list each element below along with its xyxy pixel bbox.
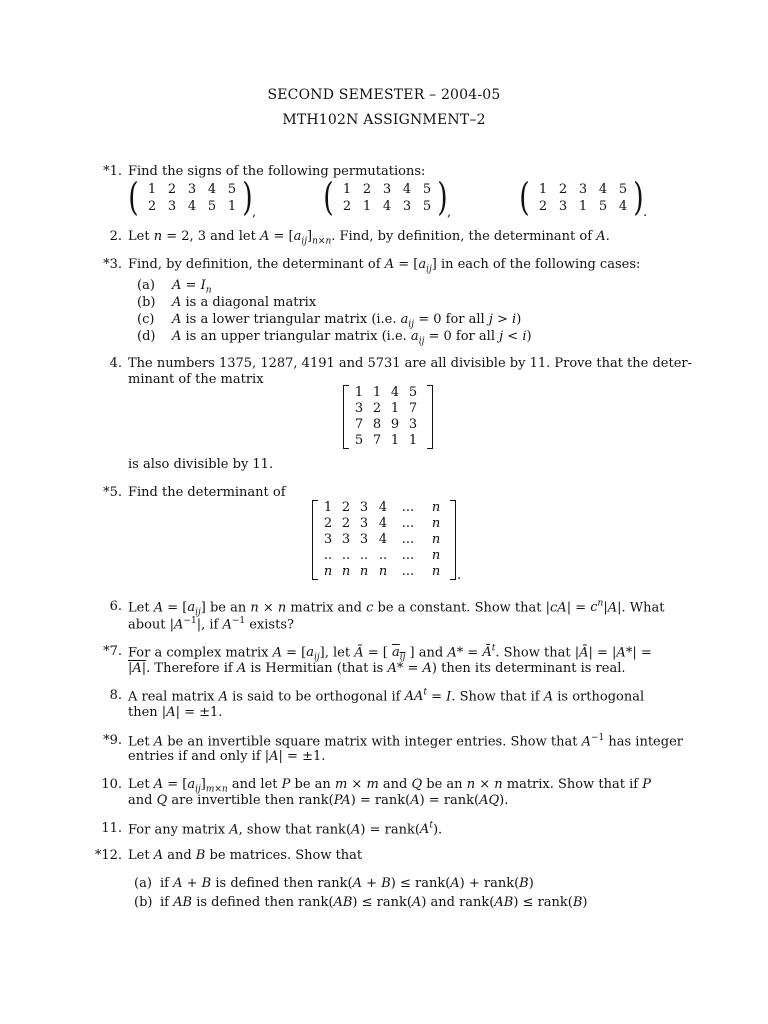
permutation-punct: , [252,205,257,220]
permutation-entry: 5 [598,199,608,214]
matrix-entry: n [378,564,388,579]
matrix-entry: n [431,532,441,547]
matrix-entry: 1 [408,433,418,448]
assignment-title: MTH102N ASSIGNMENT–2 [282,112,486,128]
matrix-entry: 4 [390,385,400,400]
matrix-entry: 2 [341,500,351,515]
matrix-entry: n [431,548,441,563]
part-a-text: if A + B is defined then rank(A + B) ≤ rank(A) + rank(B) [160,876,534,891]
permutation-entry: 5 [422,182,432,197]
matrix-entry: 5 [354,433,364,448]
part-a-label: (a) [134,876,152,891]
permutation-entry: 2 [362,182,372,197]
matrix-entry: 1 [390,433,400,448]
matrix-entry: 3 [323,532,333,547]
permutation-2 [323,175,453,220]
question-number-3: *3. [103,257,122,272]
case-a-text: $A = I_n$ [172,278,212,296]
question-number-6: 6. [109,599,122,614]
matrix-entry: .. [341,548,351,563]
permutation-entry: 5 [227,182,237,197]
question-number-10: 10. [101,777,122,792]
question-1-text: Find the signs of the following permutations: [128,164,426,179]
question-7-line2: |A|. Therefore if A is Hermitian (that is A* = A) then its determinant is real. [128,661,626,676]
matrix-entry: 1 [390,401,400,416]
matrix-entry: 5 [408,385,418,400]
case-b-label: (b) [137,295,156,310]
matrix-4x4 [343,385,433,449]
case-d-label: (d) [137,329,156,344]
permutation-entry: 3 [558,199,568,214]
permutation-bottom-row [533,198,633,215]
matrix-row [313,548,455,564]
question-4-line1: The numbers 1375, 1287, 4191 and 5731 are all divisible by 11. Prove that the deter- [128,356,693,371]
question-7-line1: For a complex matrix $A = [a_{ij}]$, let Ā = [ $a_{ij}$ ] and $A* = Ā^t$. Show that |Ā| = |A*| = [128,644,652,663]
question-number-7: *7. [103,644,122,659]
matrix-entry: 2 [372,401,382,416]
right-paren: ) [633,175,644,219]
permutation-entry: 4 [618,199,628,214]
matrix-entry: 3 [359,532,369,547]
left-paren: ( [128,175,139,219]
matrix-entry: 7 [372,433,382,448]
matrix-nxn [312,500,456,580]
matrix-entry: 1 [323,500,333,515]
matrix-entry: ... [401,548,415,563]
matrix-entry: 3 [359,500,369,515]
permutation-3 [519,175,649,220]
permutation-entry: 5 [422,199,432,214]
permutation-bottom-row [142,198,242,215]
left-paren: ( [519,175,530,219]
permutation-entry: 3 [402,199,412,214]
question-4-line3: is also divisible by 11. [128,457,274,472]
matrix-entry: 1 [372,385,382,400]
question-9-line2: entries if and only if |A| = ±1. [128,749,326,764]
permutation-entry: 2 [342,199,352,214]
matrix-row [344,385,432,401]
case-d-text: A is an upper triangular matrix (i.e. $a_{ij} = 0$ for all j < i) [172,329,532,347]
permutation-entry: 1 [362,199,372,214]
matrix-entry: 7 [354,417,364,432]
matrix-entry: n [359,564,369,579]
permutation-entry: 5 [618,182,628,197]
right-paren: ) [242,175,253,219]
matrix-entry: 2 [323,516,333,531]
permutation-entry: 1 [538,182,548,197]
matrix-entry: ... [401,532,415,547]
matrix-row [344,401,432,417]
matrix-row [313,564,455,580]
question-11-text: For any matrix A, show that rank(A) = $rank(A^t)$. [128,821,443,838]
part-b-label: (b) [134,895,153,910]
matrix-entry: 8 [372,417,382,432]
permutation-entry: 2 [558,182,568,197]
matrix-entry: 2 [341,516,351,531]
question-10-line2: and Q are invertible then rank(PA) = rank(A) = rank(AQ). [128,793,509,808]
matrix-row [313,532,455,548]
question-12-text: Let A and B be matrices. Show that [128,848,363,863]
permutation-entry: 1 [342,182,352,197]
case-a-label: (a) [137,278,155,293]
matrix-row [313,500,455,516]
question-number-4: 4. [109,356,122,371]
question-2-text: Let n = 2, 3 and let $A = [a_{ij}]_{n\times n}$. Find, by definition, the determinant of A. [128,229,610,247]
matrix-row [344,417,432,433]
permutation-entry: 2 [167,182,177,197]
permutation-bottom-row [337,198,437,215]
permutation-entry: 4 [598,182,608,197]
matrix-entry: n [431,516,441,531]
permutation-entry: 1 [578,199,588,214]
question-10-line1: Let $A = [a_{ij}]_{m\times n}$ and let P be an m × m and Q be an n × n matrix. Show that if P [128,777,651,795]
question-8-line2: then |A| = ±1. [128,705,223,720]
matrix-entry: 1 [354,385,364,400]
matrix-entry: 3 [408,417,418,432]
matrix-entry: ... [401,564,415,579]
matrix-entry: .. [378,548,388,563]
matrix-entry: n [323,564,333,579]
part-b-text: if AB is defined then rank(AB) ≤ rank(A) and rank(AB) ≤ rank(B) [160,895,588,910]
permutation-top-row [142,181,242,198]
matrix-entry: 4 [378,516,388,531]
permutation-entry: 3 [578,182,588,197]
question-3-text: Find, by definition, the determinant of $A = [a_{ij}]$ in each of the following cases: [128,257,641,275]
matrix-entry: .. [323,548,333,563]
question-5-text: Find the determinant of [128,485,286,500]
permutation-entry: 4 [207,182,217,197]
question-number-8: 8. [109,688,122,703]
permutation-punct: . [643,205,648,220]
question-4-line2: minant of the matrix [128,372,264,387]
question-9-line1: Let A be an invertible square matrix with integer entries. Show that $A^{-1}$ has integer [128,733,683,750]
matrix-entry: ... [401,500,415,515]
page-title: SECOND SEMESTER – 2004-05 [267,87,501,103]
permutation-entry: 4 [402,182,412,197]
matrix-row [344,433,432,449]
matrix-entry: n [431,500,441,515]
question-number-2: 2. [109,229,122,244]
question-6-line2: about $|A^{-1}|$, if $A^{-1}$ exists? [128,616,294,633]
permutation-entry: 3 [382,182,392,197]
matrix-entry: n [431,564,441,579]
permutation-entry: 4 [382,199,392,214]
permutation-entry: 3 [187,182,197,197]
matrix-entry: 4 [378,500,388,515]
right-paren: ) [437,175,448,219]
permutation-entry: 2 [538,199,548,214]
matrix-entry: 9 [390,417,400,432]
permutation-punct: , [447,205,452,220]
case-c-text: A is a lower triangular matrix (i.e. $a_{ij} = 0$ for all j > i) [172,312,522,330]
permutation-entry: 3 [167,199,177,214]
permutation-1 [128,175,258,220]
question-number-9: *9. [103,733,122,748]
question-number-12: *12. [94,848,122,863]
permutation-entry: 4 [187,199,197,214]
case-c-label: (c) [137,312,155,327]
question-number-1: *1. [103,164,122,179]
matrix-entry: 4 [378,532,388,547]
permutation-entry: 5 [207,199,217,214]
permutation-entry: 1 [227,199,237,214]
permutation-top-row [533,181,633,198]
matrix-nxn-punct: . [457,568,462,583]
matrix-entry: n [341,564,351,579]
permutation-entry: 2 [147,199,157,214]
permutation-entry: 1 [147,182,157,197]
matrix-entry: 7 [408,401,418,416]
matrix-entry: 3 [354,401,364,416]
question-number-5: *5. [103,485,122,500]
question-6-line1: Let $A = [a_{ij}]$ be an n × n matrix and c be a constant. Show that $|cA| = c^n|A|$. What [128,599,665,618]
left-paren: ( [323,175,334,219]
matrix-entry: 3 [341,532,351,547]
matrix-entry: 3 [359,516,369,531]
matrix-entry: .. [359,548,369,563]
matrix-entry: ... [401,516,415,531]
question-8-line1: A real matrix A is said to be orthogonal if $AA^t = I$. Show that if A is orthogonal [128,688,645,705]
question-number-11: 11. [101,821,122,836]
matrix-row [313,516,455,532]
case-b-text: A is a diagonal matrix [172,295,317,310]
permutation-top-row [337,181,437,198]
